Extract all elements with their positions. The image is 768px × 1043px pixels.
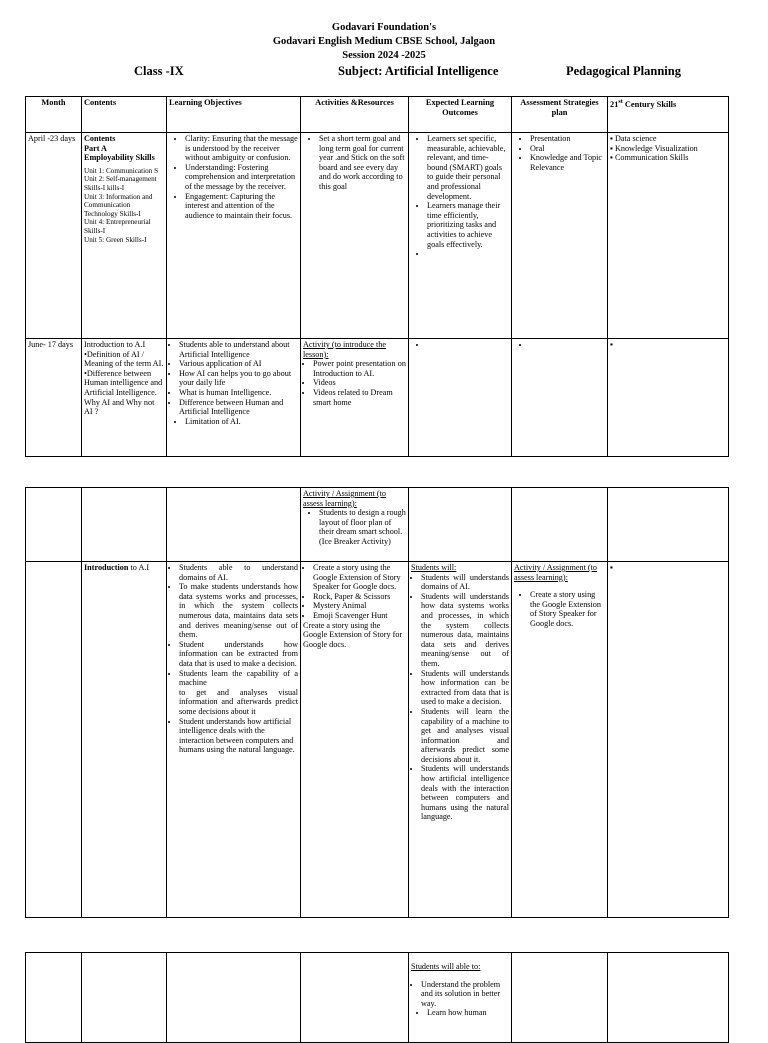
objective-item: • Clarity: Ensuring that the message is understood by the receiver without ambiguity or confusion. [185,134,298,163]
unit-item: Unit 5: Green Skills-I [84,235,147,244]
outcome-item: • Learners manage their time efficiently, prioritizing tasks and activities to achieve goals effectively. [427,201,509,249]
table-header-row [26,97,729,133]
activity-tail: Create a story using the Google Extension of Story for Google docs. [303,620,403,649]
outcome-item: • Learners set specific, measurable, achievable, relevant, and time-bound (SMART) goals to guide their personal and professional development. [427,134,509,201]
table-row-assignment [26,488,729,562]
activity-item: • Mystery Animal [313,601,406,611]
objective-item: • Student understands how artificial intelligence deals with the interaction between computers and humans using the natural language. [179,717,298,755]
col-activities: Activities &Resources [301,97,409,133]
table-row-april [26,133,729,339]
class-label: Class -IX [134,64,184,78]
assessment-item [530,340,605,350]
table-row-june [26,339,729,457]
school-name: Godavari English Medium CBSE School, Jalgaon [272,36,496,47]
outcomes-heading: Students will: [411,563,457,572]
foundation-name: Godavari Foundation's [331,22,437,33]
session-label: Session 2024 -2025 [342,50,426,61]
objective-item: • Limitation of AI. [185,417,298,427]
objective-item: • Engagement: Capturing the interest and attention of the audience to maintain their focus. [185,192,298,221]
contents-part: Part A [84,143,107,153]
assessment-item: • Presentation [530,134,605,144]
activity-item: • Emoji Scavenger Hunt [313,611,406,621]
activity-item: • Power point presentation on Introduction to AI. [313,359,406,378]
objective-item: • To make students understands how data systems works and processes, in which the system collects numerous data, maintains data sets and derives meaning/sense out of them. [179,582,298,640]
subject-label: Subject: Artificial Intelligence [338,64,499,78]
skill-item: ▪ Knowledge Visualization [610,143,698,153]
contents-intro-rest: to A.I [128,563,150,572]
contents-intro-bold: Introduction [84,563,129,572]
skill-item: ▪ Data science [610,134,657,143]
contents-intro: Introduction to A.I [84,340,146,349]
activity-item: • Students to design a rough layout of floor plan of their dream smart school.(Ice Breaker Activity) [319,508,406,546]
col-contents: Contents [82,97,167,133]
activity-heading: Activity (to introduce the lesson): [303,340,386,359]
month-june: June- 17 days [28,340,74,349]
plan-title: Pedagogical Planning [566,64,681,78]
col-outcomes: Expected Learning Outcomes [409,97,512,133]
col-skills: 21st Century Skills [608,97,729,133]
unit-item: Unit 1: Communication S [84,166,159,175]
outcome-item: • Students will understands how data systems works and processes, in which the system collects numerous data, maintains data sets and derives meaning/sense out of them. [421,592,509,669]
skill-item: ▪ Communication Skills [610,153,689,163]
planning-table-2 [25,487,729,918]
unit-item: Unit 3: Information and Communication Technology Skills-I [84,192,153,218]
col-month: Month [26,97,82,133]
activity-item: • Videos related to Dream smart home [313,388,406,407]
contents-skill: Employability Skills [84,153,155,163]
col-objectives: Learning Objectives [167,97,301,133]
col-assessment: Assessment Strategies plan [512,97,608,133]
objective-item: • How AI can helps you to go about your daily life [179,369,298,388]
planning-table-1 [25,96,729,457]
outcome-item [427,340,509,350]
outcome-item [427,249,509,259]
activity-item: • Set a short term goal and long term goal for current year .and Stick on the soft board and see every day and do work according to this goal [319,134,406,192]
assessment-item: • Create a story using the Google Extension of Story Speaker for Google docs. [530,590,605,628]
outcome-item: • Learn how human [427,1008,509,1018]
activity-heading: Activity / Assignment (to assess learning): [303,489,387,508]
objective-item: • Students able to understand about Artificial Intelligence [179,340,298,359]
unit-item: Unit 4: Entrepreneurial Skills-I [84,218,151,235]
contents-item: •Definition of AI / Meaning of the term AI. [84,349,164,369]
objective-item: • Difference between Human and Artificial Intelligence [179,398,298,417]
assessment-item: • Oral [530,144,605,154]
objective-item: • Understanding: Fostering comprehension and interpretation of the message by the receiver. [185,163,298,192]
activity-item: • Videos [313,378,406,388]
activity-item: • Create a story using the Google Extension of Story Speaker for Google docs. [313,563,406,592]
objective-item: • Students learn the capability of a machine to get and analyses visual information and afterwards predict some decisions about it [179,669,298,717]
assessment-heading: Activity / Assignment (to assess learning): [514,563,598,582]
objective-item: • What is human Intelligence. [179,388,298,398]
contents-tail: Why AI and Why not AI ? [84,397,155,417]
outcome-item: • Students will understands how information can be extracted from data that is used to make a decision. [421,669,509,707]
objective-item: • Various application of AI [179,359,298,369]
skill-item: ▪ [610,340,613,349]
outcome-item: • Understand the problem and its solution in better way. [421,980,509,1009]
month-april: April -23 days [28,134,76,143]
objective-item: • Student understands how information can be extracted from data that is used to make a decision. [179,640,298,669]
outcome-item: • Students will understands how artificial intelligence deals with the interaction between computers and humans using the natural language. [421,764,509,822]
assessment-item: • Knowledge and Topic Relevance [530,153,605,172]
skill-item: ▪ [610,563,613,572]
contents-item: •Difference between Human intelligence and Artificial Intelligence. [84,368,163,397]
planning-table-3 [25,952,729,1043]
unit-item: Unit 2: Self-management Skills-I kills-I [84,175,157,192]
outcomes-heading: Students will able to: [411,962,481,971]
objective-continuation: to get and analyses visual information and afterwards predict some decisions about it [179,687,298,716]
table-row-continued [26,953,729,1043]
contents-title: Contents [84,134,116,143]
activity-item: • Rock, Paper & Scissors [313,592,406,602]
outcome-item: • Students will understands domains of AI. [421,573,509,592]
outcome-item: • Students will learn the capability of a machine to get and analyses visual information and afterwards predict some decisions about it. [421,707,509,765]
objective-item: • Students able to understand domains of AI. [179,563,298,582]
table-row-intro-ai [26,562,729,918]
